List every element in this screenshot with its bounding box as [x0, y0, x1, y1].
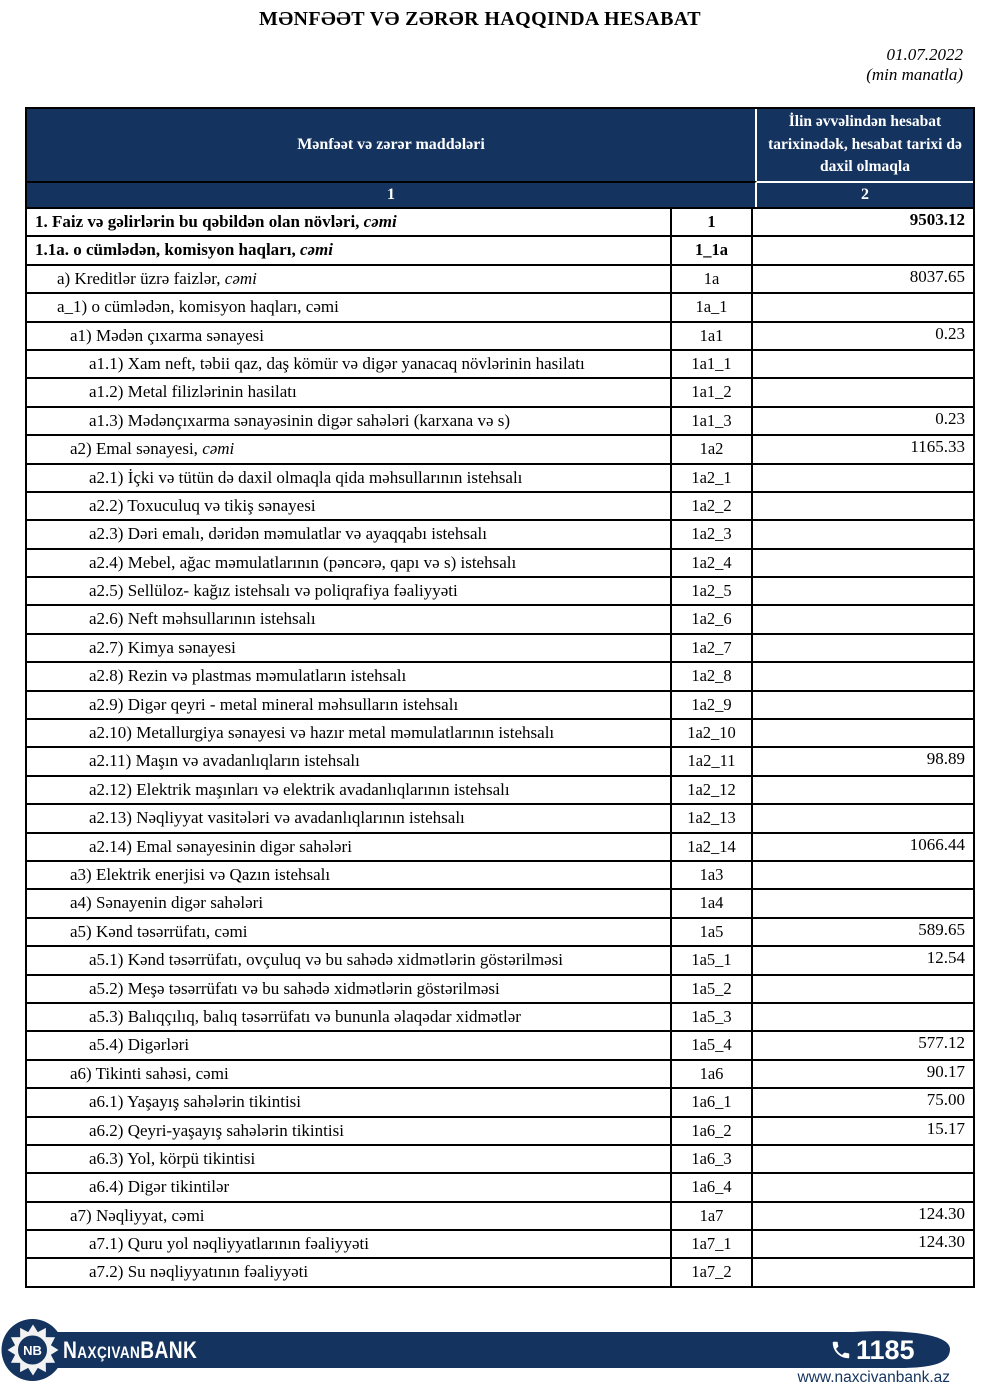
item-code: 1a5_3 — [672, 1004, 753, 1030]
header-items-column: Mənfəət və zərər maddələri — [27, 109, 757, 181]
item-label: 1.1a. o cümlədən, komisyon haqları, cəmi — [27, 237, 672, 263]
subheader-col2: 2 — [757, 181, 973, 207]
item-code: 1a6 — [672, 1061, 753, 1087]
table-row — [27, 917, 973, 945]
item-value — [753, 237, 973, 263]
item-label: a1.1) Xam neft, təbii qaz, daş kömür və digər yanacaq növlərinin hasilatı — [27, 351, 672, 377]
table-row — [27, 576, 973, 604]
item-value — [753, 606, 973, 632]
item-value — [753, 493, 973, 519]
item-label: a1) Mədən çıxarma sənayesi — [27, 323, 672, 349]
item-label: a2.11) Maşın və avadanlıqların istehsalı — [27, 748, 672, 774]
item-code: 1a2_1 — [672, 465, 753, 491]
item-value — [753, 1004, 973, 1030]
item-value: 124.30 — [918, 1232, 965, 1252]
table-row — [27, 209, 973, 235]
item-label: a6) Tikinti sahəsi, cəmi — [27, 1061, 672, 1087]
table-row — [27, 746, 973, 774]
item-code: 1a2_7 — [672, 635, 753, 661]
subheader-col1: 1 — [27, 181, 757, 207]
table-row — [27, 235, 973, 263]
item-label: a2.14) Emal sənayesinin digər sahələri — [27, 834, 672, 860]
item-label: a6.3) Yol, körpü tikintisi — [27, 1146, 672, 1172]
table-row — [27, 548, 973, 576]
item-value — [753, 635, 973, 661]
item-label: a2.4) Mebel, ağac məmulatlarının (pəncərə, qapı və s) istehsalı — [27, 550, 672, 576]
item-code: 1a2_11 — [672, 748, 753, 774]
item-code: 1a2_12 — [672, 777, 753, 803]
item-code: 1a2 — [672, 436, 753, 462]
item-label: a4) Sənayenin digər sahələri — [27, 890, 672, 916]
item-label: a_1) o cümlədən, komisyon haqları, cəmi — [27, 294, 672, 320]
item-label: a1.2) Metal filizlərinin hasilatı — [27, 379, 672, 405]
table-row — [27, 974, 973, 1002]
table-row — [27, 1002, 973, 1030]
item-value: 1165.33 — [910, 437, 965, 457]
table-row — [27, 832, 973, 860]
item-value — [753, 521, 973, 547]
item-value: 75.00 — [926, 1090, 965, 1110]
table-row — [27, 434, 973, 462]
item-label: a2.10) Metallurgiya sənayesi və hazır metal məmulatlarının istehsalı — [27, 720, 672, 746]
item-value — [753, 465, 973, 491]
table-row — [27, 264, 973, 292]
table-row — [27, 860, 973, 888]
item-code: 1a_1 — [672, 294, 753, 320]
table-row — [27, 519, 973, 547]
item-value: 98.89 — [926, 749, 965, 769]
item-value — [753, 578, 973, 604]
item-value: 577.12 — [918, 1033, 965, 1053]
item-value — [753, 379, 973, 405]
item-value: 0.23 — [935, 323, 965, 343]
item-label: a7) Nəqliyyat, cəmi — [27, 1203, 672, 1229]
item-value — [753, 1146, 973, 1172]
item-code: 1a2_6 — [672, 606, 753, 632]
item-code: 1 — [672, 209, 753, 235]
bank-name: NaxçıvanBANK — [63, 1337, 198, 1364]
table-header-row — [27, 109, 973, 181]
bank-logo-initials: NB — [23, 1343, 42, 1358]
item-value — [753, 663, 973, 689]
item-label: a1.3) Mədənçıxarma sənayəsinin digər sahələri (karxana və s) — [27, 408, 672, 434]
table-row — [27, 349, 973, 377]
item-value: 12.54 — [926, 948, 965, 968]
report-date-block — [866, 45, 963, 84]
table-row — [27, 463, 973, 491]
table-row — [27, 1201, 973, 1229]
item-code: 1a7 — [672, 1203, 753, 1229]
item-code: 1a6_2 — [672, 1118, 753, 1144]
item-label: a6.4) Digər tikintilər — [27, 1174, 672, 1200]
item-value: 1066.44 — [909, 834, 965, 854]
item-code: 1a6_3 — [672, 1146, 753, 1172]
item-label: a6.2) Qeyri-yaşayış sahələrin tikintisi — [27, 1118, 672, 1144]
report-unit: (min manatla) — [866, 64, 963, 84]
item-code: 1a2_13 — [672, 805, 753, 831]
item-code: 1a1_3 — [672, 408, 753, 434]
item-code: 1a2_2 — [672, 493, 753, 519]
item-label: a5.2) Meşə təsərrüfatı və bu sahədə xidmətlərin göstərilməsi — [27, 976, 672, 1002]
item-label: a5.4) Digərləri — [27, 1032, 672, 1058]
item-code: 1a5 — [672, 919, 753, 945]
table-row — [27, 292, 973, 320]
item-label: a2.13) Nəqliyyat vasitələri və avadanlıqlarının istehsalı — [27, 805, 672, 831]
item-value — [753, 862, 973, 888]
item-label: a5.1) Kənd təsərrüfatı, ovçuluq və bu sahədə xidmətlərin göstərilməsi — [27, 947, 672, 973]
item-code: 1a5_1 — [672, 947, 753, 973]
item-value — [753, 1174, 973, 1200]
item-label: a2.12) Elektrik maşınları və elektrik avadanlıqlarının istehsalı — [27, 777, 672, 803]
website-url: www.naxcivanbank.az — [797, 1369, 950, 1386]
item-value — [753, 805, 973, 831]
item-code: 1a5_2 — [672, 976, 753, 1002]
item-label: a7.2) Su nəqliyyatının fəaliyyəti — [27, 1259, 672, 1285]
item-label: a) Kreditlər üzrə faizlər, cəmi — [27, 266, 672, 292]
table-row — [27, 888, 973, 916]
item-code: 1a7_2 — [672, 1259, 753, 1285]
item-code: 1a2_9 — [672, 692, 753, 718]
item-label: a7.1) Quru yol nəqliyyatlarının fəaliyyəti — [27, 1231, 672, 1257]
item-label: a3) Elektrik enerjisi və Qazın istehsalı — [27, 862, 672, 888]
table-row — [27, 491, 973, 519]
report-date: 01.07.2022 — [886, 45, 963, 64]
table-row — [27, 377, 973, 405]
item-label: a2) Emal sənayesi, cəmi — [27, 436, 672, 462]
table-row — [27, 1116, 973, 1144]
header-value-column: İlin əvvəlindən hesabat tarixinədək, hesabat tarixi də daxil olmaqla — [768, 113, 962, 176]
item-label: a2.8) Rezin və plastmas məmulatların istehsalı — [27, 663, 672, 689]
item-value — [753, 351, 973, 377]
item-label: a2.7) Kimya sənayesi — [27, 635, 672, 661]
page-title: MƏNFƏƏT VƏ ZƏRƏR HAQQINDA HESABAT — [259, 8, 701, 30]
item-label: a2.3) Dəri emalı, dəridən məmulatlar və ayaqqabı istehsalı — [27, 521, 672, 547]
item-label: 1. Faiz və gəlirlərin bu qəbildən olan növləri, cəmi — [27, 209, 672, 235]
item-code: 1a6_4 — [672, 1174, 753, 1200]
table-row — [27, 1257, 973, 1285]
item-label: a2.2) Toxuculuq və tikiş sənayesi — [27, 493, 672, 519]
item-label: a5.3) Balıqçılıq, balıq təsərrüfatı və bununla əlaqədar xidmətlər — [27, 1004, 672, 1030]
item-code: 1a1_1 — [672, 351, 753, 377]
item-label: a2.1) İçki və tütün də daxil olmaqla qida məhsullarının istehsalı — [27, 465, 672, 491]
profit-loss-table — [25, 107, 975, 1288]
table-row — [27, 690, 973, 718]
table-row — [27, 1144, 973, 1172]
item-code: 1a1_2 — [672, 379, 753, 405]
item-code: 1a3 — [672, 862, 753, 888]
item-label: a5) Kənd təsərrüfatı, cəmi — [27, 919, 672, 945]
item-value — [753, 777, 973, 803]
table-row — [27, 1030, 973, 1058]
table-row — [27, 775, 973, 803]
item-code: 1a2_14 — [672, 834, 753, 860]
item-code: 1a4 — [672, 890, 753, 916]
item-label: a2.6) Neft məhsullarının istehsalı — [27, 606, 672, 632]
item-value — [753, 720, 973, 746]
item-value: 90.17 — [926, 1061, 965, 1081]
table-row — [27, 406, 973, 434]
item-label: a2.5) Sellüloz- kağız istehsalı və poliqrafiya fəaliyyəti — [27, 578, 672, 604]
item-code: 1a2_8 — [672, 663, 753, 689]
item-value: 589.65 — [918, 919, 965, 939]
phone-number: 1185 — [856, 1335, 915, 1365]
item-code: 1a5_4 — [672, 1032, 753, 1058]
item-label: a6.1) Yaşayış sahələrin tikintisi — [27, 1089, 672, 1115]
item-code: 1a2_5 — [672, 578, 753, 604]
table-row — [27, 1172, 973, 1200]
table-subheader-row — [27, 181, 973, 209]
table-row — [27, 945, 973, 973]
item-value — [753, 976, 973, 1002]
item-value: 8037.65 — [909, 266, 965, 286]
item-value: 9503.12 — [909, 210, 965, 229]
item-value — [753, 890, 973, 916]
item-label: a2.9) Digər qeyri - metal mineral məhsulların istehsalı — [27, 692, 672, 718]
item-value — [753, 550, 973, 576]
table-row — [27, 803, 973, 831]
item-value — [753, 294, 973, 320]
table-body — [27, 209, 973, 1286]
table-row — [27, 661, 973, 689]
item-value: 0.23 — [935, 408, 965, 428]
table-row — [27, 633, 973, 661]
table-row — [27, 718, 973, 746]
table-row — [27, 1229, 973, 1257]
item-value — [753, 692, 973, 718]
item-value: 124.30 — [918, 1203, 965, 1223]
item-value — [753, 1259, 973, 1285]
table-row — [27, 1087, 973, 1115]
table-row — [27, 1059, 973, 1087]
item-code: 1a — [672, 266, 753, 292]
phone-icon — [830, 1339, 852, 1361]
item-code: 1_1a — [672, 237, 753, 263]
item-value: 15.17 — [926, 1118, 965, 1138]
item-code: 1a2_10 — [672, 720, 753, 746]
table-row — [27, 321, 973, 349]
item-code: 1a2_4 — [672, 550, 753, 576]
item-code: 1a1 — [672, 323, 753, 349]
table-row — [27, 604, 973, 632]
item-code: 1a6_1 — [672, 1089, 753, 1115]
item-code: 1a2_3 — [672, 521, 753, 547]
item-code: 1a7_1 — [672, 1231, 753, 1257]
